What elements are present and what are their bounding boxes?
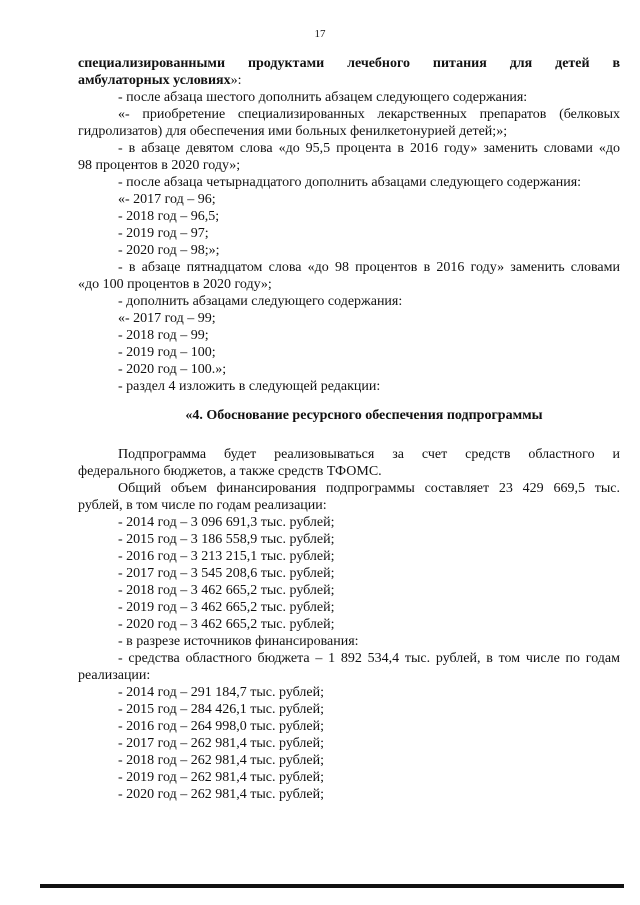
- text-line: - 2019 год – 100;: [118, 345, 216, 360]
- text-line: - 2019 год – 97;: [118, 226, 209, 241]
- text-line: - 2018 год – 96,5;: [118, 209, 220, 224]
- list-item: - 2020 год – 262 981,4 тыс. рублей;: [118, 787, 325, 802]
- intro-line-2: [78, 72, 620, 89]
- list-item: - 2018 год – 3 462 665,2 тыс. рублей;: [118, 583, 335, 598]
- list-item: - 2020 год – 3 462 665,2 тыс. рублей;: [118, 617, 335, 632]
- text-line: - после абзаца шестого дополнить абзацем следующего содержания:: [118, 90, 528, 105]
- text-line: - средства областного бюджета – 1 892 534,4 тыс. рублей, в том числе по годам: [118, 651, 620, 666]
- list-item: - 2016 год – 3 213 215,1 тыс. рублей;: [118, 549, 335, 564]
- list-item: - 2017 год – 262 981,4 тыс. рублей;: [118, 736, 325, 751]
- text-line: «- 2017 год – 96;: [118, 192, 216, 207]
- text-line: Общий объем финансирования подпрограммы составляет 23 429 669,5 тыс.: [118, 481, 620, 496]
- intro-word: детей: [555, 56, 590, 71]
- text-line: федерального бюджетов, а также средств ТФОМС.: [78, 464, 382, 479]
- intro-word: в: [612, 56, 621, 71]
- text-line: - в абзаце девятом слова «до 95,5 процента в 2016 году» заменить словами «до: [118, 141, 620, 156]
- intro-word: питания: [432, 56, 487, 71]
- list-item: - 2018 год – 262 981,4 тыс. рублей;: [118, 753, 325, 768]
- text-line: 98 процентов в 2020 году»;: [78, 158, 241, 173]
- text-line: «до 100 процентов в 2020 году»;: [78, 277, 272, 292]
- list-item: - 2017 год – 3 545 208,6 тыс. рублей;: [118, 566, 335, 581]
- text-line: - в абзаце пятнадцатом слова «до 98 процентов в 2016 году» заменить словами: [118, 260, 620, 275]
- intro-line-2-tail: »:: [230, 73, 242, 88]
- intro-word: лечебного: [347, 56, 410, 71]
- list-item: - 2016 год – 264 998,0 тыс. рублей;: [118, 719, 325, 734]
- text-line: - в разрезе источников финансирования:: [118, 634, 359, 649]
- list-item: - 2019 год – 262 981,4 тыс. рублей;: [118, 770, 325, 785]
- text-line: реализации:: [78, 668, 151, 683]
- intro-word: для: [509, 56, 533, 71]
- text-line: «- приобретение специализированных лекарственных препаратов (белковых: [118, 107, 620, 122]
- text-line: - 2018 год – 99;: [118, 328, 209, 343]
- intro-line-1: [78, 55, 620, 72]
- text-line: - 2020 год – 98;»;: [118, 243, 220, 258]
- text-line: Подпрограмма будет реализовываться за счет средств областного и: [118, 447, 620, 462]
- text-line: - раздел 4 изложить в следующей редакции:: [118, 379, 381, 394]
- text-line: гидролизатов) для обеспечения ими больных фенилкетонурией детей;»;: [78, 124, 508, 139]
- list-item: - 2014 год – 291 184,7 тыс. рублей;: [118, 685, 325, 700]
- text-line: - после абзаца четырнадцатого дополнить абзацами следующего содержания:: [118, 175, 582, 190]
- intro-line-2-text: амбулаторных условиях: [78, 73, 231, 88]
- list-item: - 2015 год – 284 426,1 тыс. рублей;: [118, 702, 325, 717]
- page-number: 17: [314, 28, 326, 40]
- text-line: рублей, в том числе по годам реализации:: [78, 498, 327, 513]
- intro-word: специализированными: [78, 56, 226, 71]
- document-body: [78, 55, 620, 803]
- list-item: - 2019 год – 3 462 665,2 тыс. рублей;: [118, 600, 335, 615]
- text-line: - 2020 год – 100.»;: [118, 362, 227, 377]
- section-heading: «4. Обоснование ресурсного обеспечения подпрограммы: [185, 408, 543, 423]
- list-item: - 2014 год – 3 096 691,3 тыс. рублей;: [118, 515, 335, 530]
- text-line: «- 2017 год – 99;: [118, 311, 216, 326]
- bottom-border-rule: [40, 884, 624, 888]
- list-item: - 2015 год – 3 186 558,9 тыс. рублей;: [118, 532, 335, 547]
- text-line: - дополнить абзацами следующего содержания:: [118, 294, 403, 309]
- intro-word: продуктами: [247, 56, 325, 71]
